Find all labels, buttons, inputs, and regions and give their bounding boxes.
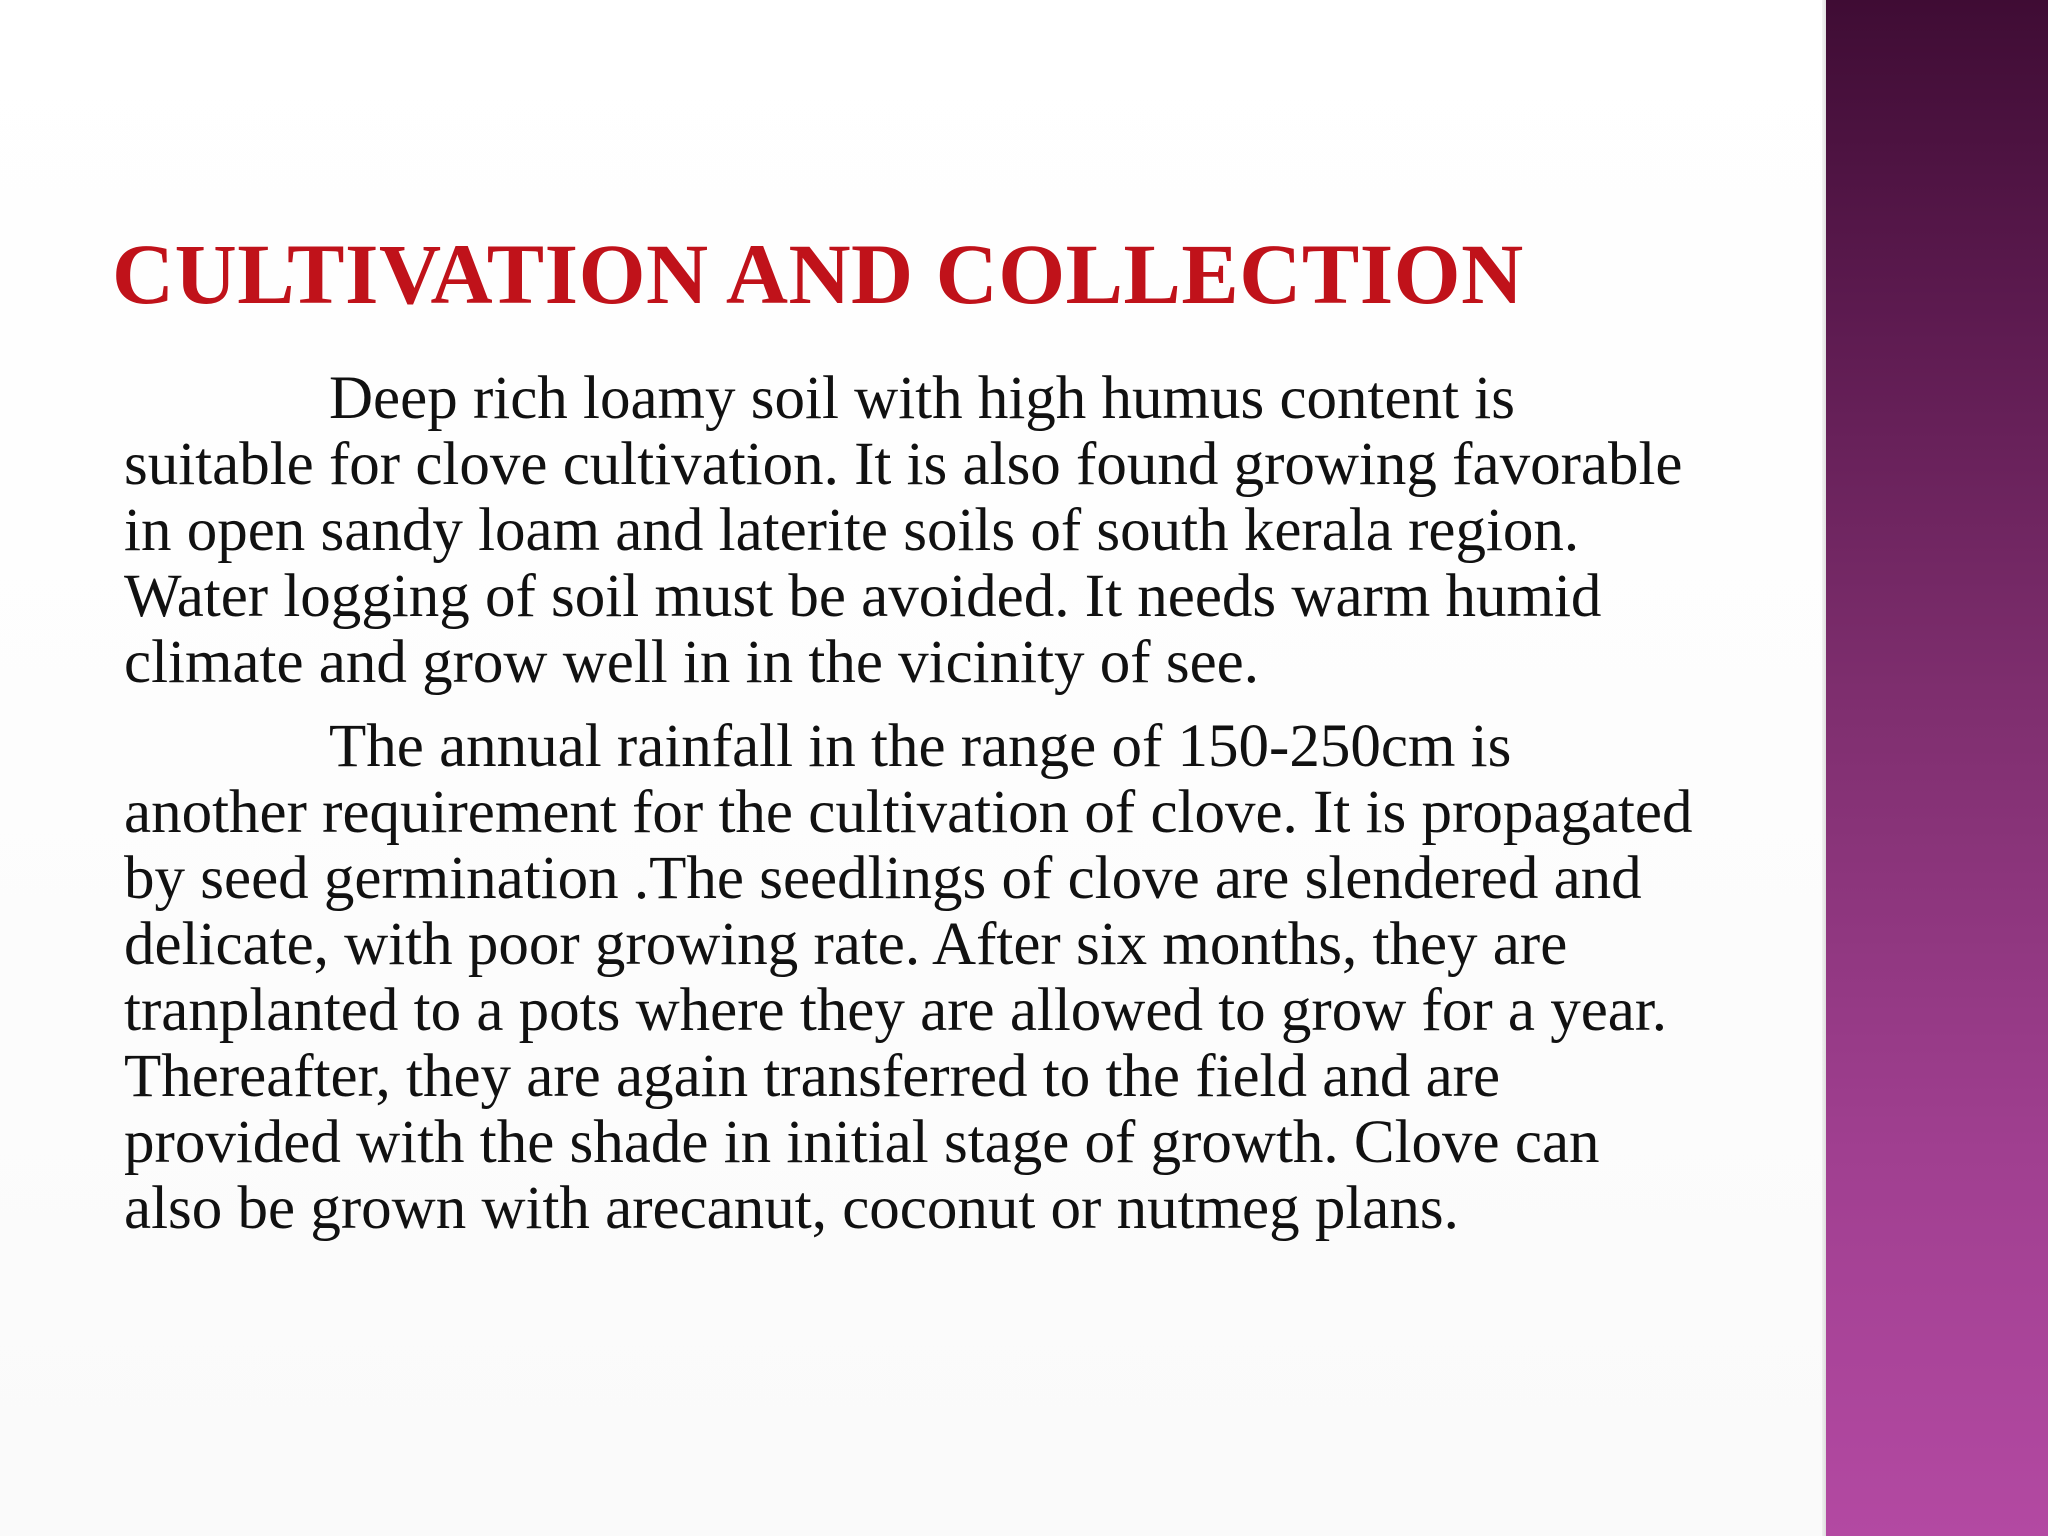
slide-body [124,366,1704,1260]
body-paragraph-1: Deep rich loamy soil with high humus content is suitable for clove cultivation. It is also found growing favorable in open sandy loam and laterite soils of south kerala region. Water logging of soil must be avoided. It needs warm humid climate and grow well in in the vicinity of see. [124,365,1683,696]
body-paragraph-2: The annual rainfall in the range of 150-250cm is another requirement for the cultivation of clove. It is propagated by seed germination .The seedlings of clove are slendered and delicate, with poor growing rate. After six months, they are tranplanted to a pots where they are allowed to grow for a year. Thereafter, they are again transferred to the field and are provided with the shade in initial stage of growth. Clove can also be grown with arecanut, coconut or nutmeg plans. [124,713,1693,1242]
decorative-gradient-sidebar [1826,0,2048,1536]
slide-title: CULTIVATION AND COLLECTION [112,226,1524,322]
